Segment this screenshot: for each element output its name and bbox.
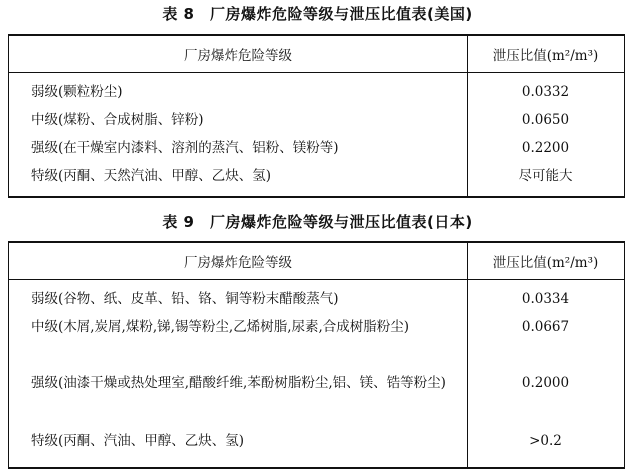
table9-row-ratio: >0.2 xyxy=(529,433,562,449)
table9-row-grade: 弱级(谷物、纸、皮革、铅、铬、铜等粉末醋酸蒸气) xyxy=(31,291,339,307)
table9-row-grade: 特级(丙酮、汽油、甲醇、乙炔、氢) xyxy=(31,433,245,449)
table8-row-grade: 强级(在干燥室内漆料、溶剂的蒸汽、铝粉、镁粉等) xyxy=(31,140,339,156)
table9-caption: 表 9 厂房爆炸危险等级与泄压比值表(日本) xyxy=(162,213,473,231)
table8-row-grade: 弱级(颗粒粉尘) xyxy=(31,84,123,100)
table8-header-grade: 厂房爆炸危险等级 xyxy=(184,48,292,64)
table9 xyxy=(8,241,625,469)
table8-row-ratio: 0.2200 xyxy=(521,140,570,156)
table9-row-ratio: 0.0667 xyxy=(521,319,570,335)
table9-header-ratio: 泄压比值(m²/m³) xyxy=(492,255,599,271)
table8-caption: 表 8 厂房爆炸危险等级与泄压比值表(美国) xyxy=(162,5,473,23)
table8-row-ratio: 0.0650 xyxy=(521,112,570,128)
table8-header xyxy=(9,36,624,73)
table9-row-grade: 强级(油漆干燥或热处理室,醋酸纤维,苯酚树脂粉尘,铝、镁、锆等粉尘) xyxy=(31,375,446,391)
table8-row-grade: 特级(丙酮、天然汽油、甲醇、乙炔、氢) xyxy=(31,168,272,184)
table8 xyxy=(8,34,625,198)
table8-row-ratio: 0.0332 xyxy=(521,84,570,100)
table9-row-grade: 中级(木屑,炭屑,煤粉,锑,锡等粉尘,乙烯树脂,尿素,合成树脂粉尘) xyxy=(31,319,410,335)
table8-header-ratio: 泄压比值(m²/m³) xyxy=(492,48,599,64)
table9-header-grade: 厂房爆炸危险等级 xyxy=(184,255,292,271)
table9-header xyxy=(9,243,624,280)
table8-row-ratio: 尽可能大 xyxy=(518,168,573,184)
table9-row-ratio: 0.0334 xyxy=(521,291,570,307)
table8-row-grade: 中级(煤粉、合成树脂、锌粉) xyxy=(31,112,204,128)
table9-row-ratio: 0.2000 xyxy=(521,375,570,391)
